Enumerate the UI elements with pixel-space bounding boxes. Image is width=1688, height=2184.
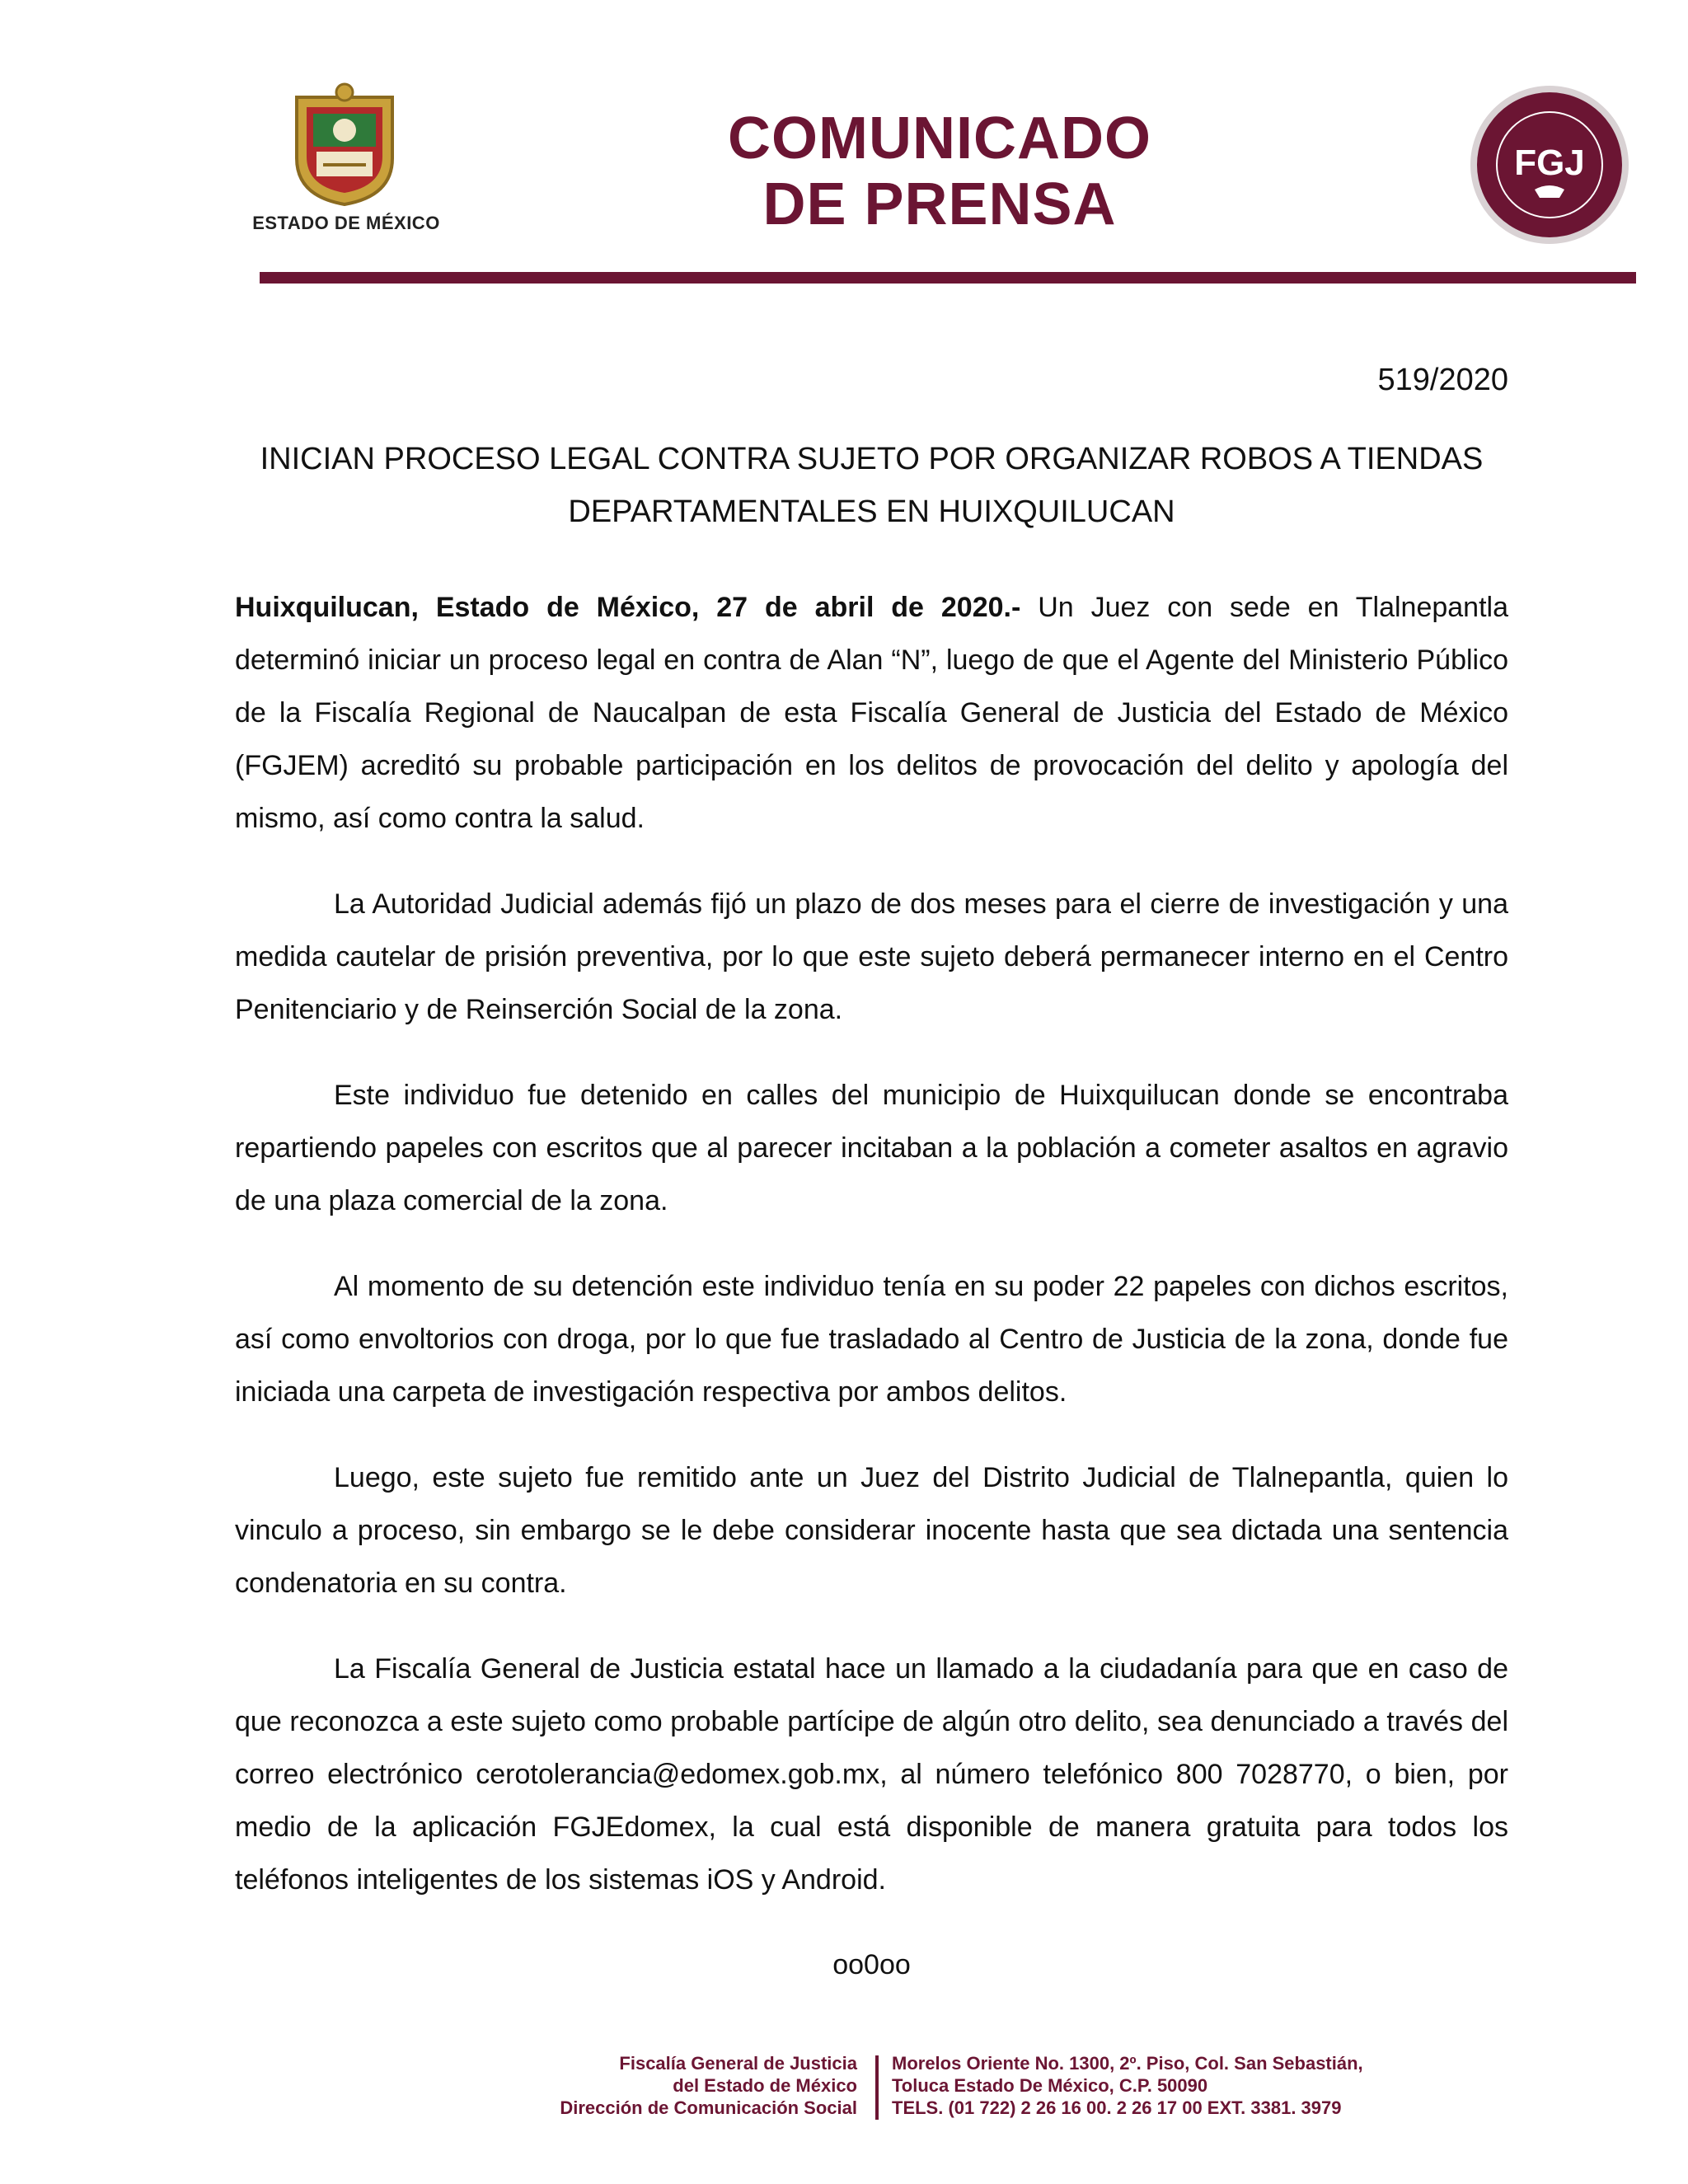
release-number: 519/2020 (1377, 363, 1508, 397)
paragraph-2: La Autoridad Judicial además fijó un plazo de dos meses para el cierre de investigación y una medida cautelar de prisión preventiva, por lo que este sujeto deberá permanecer interno en el Centro Penitenciario y de Reinserción Social de la zona. (235, 888, 1508, 1025)
footer-office-line-2: del Estado de México (673, 2075, 857, 2096)
footer-divider (875, 2055, 879, 2120)
footer-office-line-1: Fiscalía General de Justicia (619, 2053, 857, 2074)
footer (0, 2052, 1688, 2126)
title-line-1: COMUNICADO (728, 105, 1151, 171)
footer-address-line-1: Morelos Oriente No. 1300, 2º. Piso, Col. San Sebastián, (892, 2053, 1363, 2074)
press-release-title (643, 105, 1236, 237)
headline-line-2: DEPARTAMENTALES EN HUIXQUILUCAN (568, 494, 1175, 529)
paragraph-1-text: Un Juez con sede en Tlalnepantla determinó iniciar un proceso legal en contra de Alan “N”, luego de que el Agente del Ministerio Público de la Fiscalía Regional de Naucalpan de esta Fiscalía General de Justicia del Estado de México (FGJEM) acreditó su probable participación en los delitos de provocación del delito y apología del mismo, así como contra la salud. (235, 592, 1509, 834)
coat-of-arms-icon (287, 82, 402, 206)
fgj-seal-icon (1467, 82, 1632, 247)
letterhead (0, 0, 1688, 288)
footer-phone-line: TELS. (01 722) 2 26 16 00. 2 26 17 00 EXT. 3381. 3979 (892, 2097, 1342, 2118)
closing-mark: oo0oo (832, 1949, 911, 1980)
paragraph-1 (235, 581, 1508, 845)
paragraph-5: Luego, este sujeto fue remitido ante un Juez del Distrito Judicial de Tlalnepantla, quien lo vinculo a proceso, sin embargo se le debe considerar inocente hasta que sea dictada una sentencia condenatoria en su contra. (235, 1462, 1508, 1599)
footer-contact (892, 2052, 1469, 2119)
headline-line-1: INICIAN PROCESO LEGAL CONTRA SUJETO POR ORGANIZAR ROBOS A TIENDAS (260, 442, 1484, 476)
estado-de-mexico-logo (247, 82, 445, 239)
paragraph-4: Al momento de su detención este individuo tenía en su poder 22 papeles con dichos escritos, así como envoltorios con droga, por lo que fue trasladado al Centro de Justicia de la zona, donde fue iniciada una carpeta de investigación respectiva por ambos delitos. (235, 1271, 1508, 1408)
paragraph-6: La Fiscalía General de Justicia estatal hace un llamado a la ciudadanía para que en caso de que reconozca a este sujeto como probable partícipe de algún otro delito, sea denunciado a través del correo electrónico cerotolerancia@edomex.gob.mx, al número telefónico 800 7028770, o bien, por medio de la aplicación FGJEdomex, la cual está disponible de manera gratuita para todos los teléfonos inteligentes de los sistemas iOS y Android. (235, 1653, 1508, 1896)
footer-office-line-3: Dirección de Comunicación Social (560, 2097, 857, 2118)
footer-office (462, 2052, 857, 2119)
headline (235, 433, 1508, 538)
estado-de-mexico-label: ESTADO DE MÉXICO (252, 213, 440, 233)
title-line-2: DE PRENSA (762, 171, 1117, 237)
paragraph-3: Este individuo fue detenido en calles del municipio de Huixquilucan donde se encontraba repartiendo papeles con escritos que al parecer incitaban a la población a cometer asaltos en agravio de una plaza comercial de la zona. (235, 1080, 1508, 1216)
article-body (235, 581, 1508, 1939)
fgj-seal-text: FGJ (1514, 143, 1585, 183)
dateline: Huixquilucan, Estado de México, 27 de abril de 2020.- (235, 592, 1021, 623)
footer-address-line-2: Toluca Estado De México, C.P. 50090 (892, 2075, 1208, 2096)
header-rule (260, 272, 1636, 284)
